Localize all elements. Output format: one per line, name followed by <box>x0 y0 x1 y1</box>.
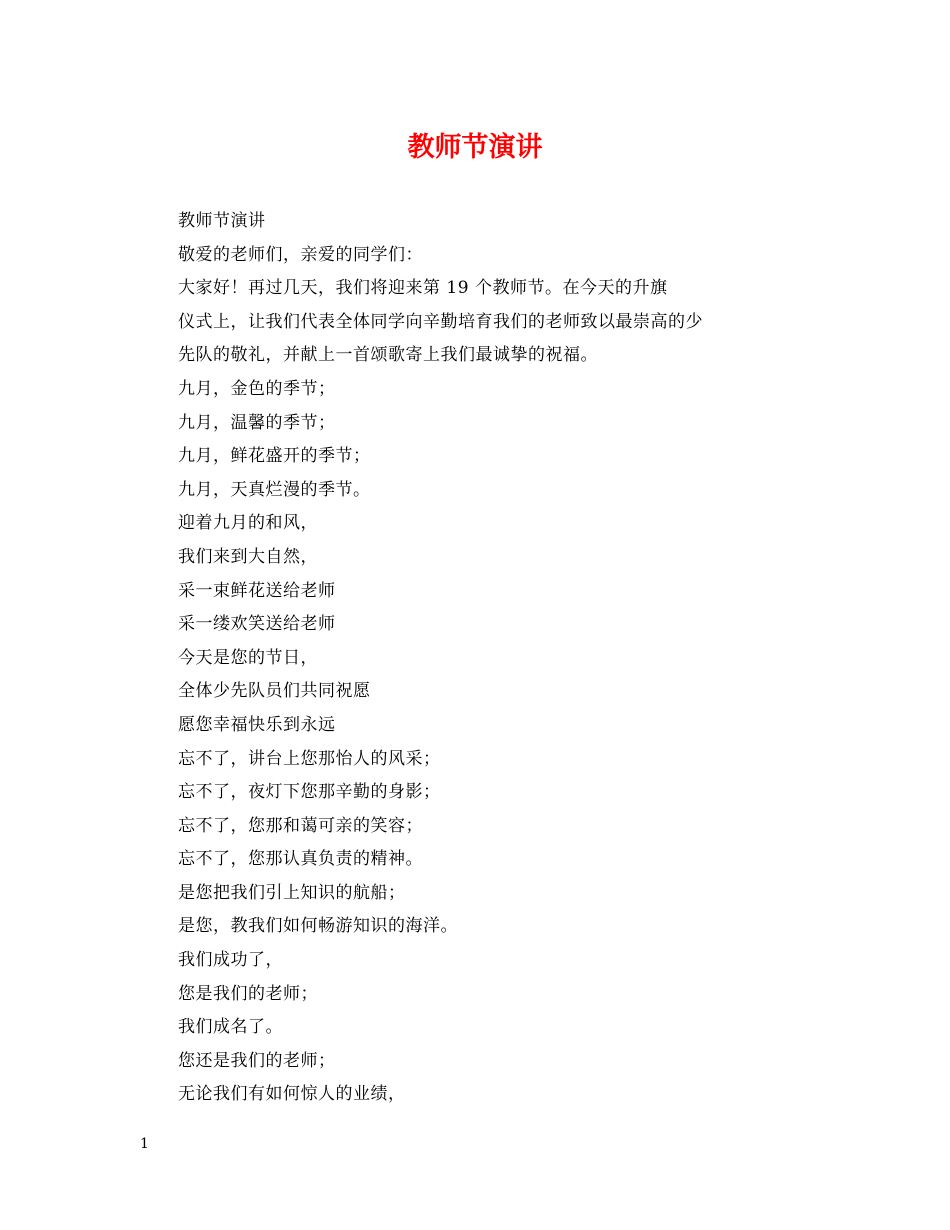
text-line: 教师节演讲 <box>178 211 266 231</box>
text-line: 先队的敬礼，并献上一首颂歌寄上我们最诚挚的祝福。 <box>178 345 598 366</box>
text-line: 仪式上，让我们代表全体同学向辛勤培育我们的老师致以最崇高的少 <box>178 311 703 332</box>
text-line: 我们成名了。 <box>178 1017 283 1038</box>
text-line: 敬爱的老师们，亲爱的同学们： <box>178 244 423 265</box>
text-line: 迎着九月的和风， <box>178 513 318 534</box>
text-line: 我们成功了， <box>178 950 283 971</box>
document-body <box>178 205 798 1112</box>
text-line: 全体少先队员们共同祝愿 <box>178 681 371 702</box>
text-line: 今天是您的节日， <box>178 647 318 668</box>
text-line: 九月，温馨的季节； <box>178 412 336 433</box>
text-line: 忘不了，讲台上您那怡人的风采； <box>178 748 441 769</box>
text-line: 采一缕欢笑送给老师 <box>178 614 336 635</box>
text-line: 九月，天真烂漫的季节。 <box>178 479 371 500</box>
text-line: 无论我们有如何惊人的业绩， <box>178 1084 406 1105</box>
text-line: 您是我们的老师； <box>178 983 318 1004</box>
text-line: 大家好！再过几天，我们将迎来第 19 个教师节。在今天的升旗 <box>178 278 668 299</box>
text-line: 九月，鲜花盛开的季节； <box>178 446 371 467</box>
text-line: 忘不了，夜灯下您那辛勤的身影； <box>178 782 441 803</box>
text-line: 是您，教我们如何畅游知识的海洋。 <box>178 916 458 937</box>
text-line: 采一束鲜花送给老师 <box>178 580 336 601</box>
text-line: 忘不了，您那认真负责的精神。 <box>178 849 423 870</box>
text-line: 是您把我们引上知识的航船； <box>178 882 406 903</box>
text-line: 愿您幸福快乐到永远 <box>178 714 336 735</box>
page-number: 1 <box>140 1136 149 1152</box>
text-line: 我们来到大自然， <box>178 546 318 567</box>
text-line: 您还是我们的老师； <box>178 1050 336 1071</box>
text-line: 九月，金色的季节； <box>178 378 336 399</box>
page-title: 教师节演讲 <box>407 132 543 163</box>
text-line: 忘不了，您那和蔼可亲的笑容； <box>178 815 423 836</box>
